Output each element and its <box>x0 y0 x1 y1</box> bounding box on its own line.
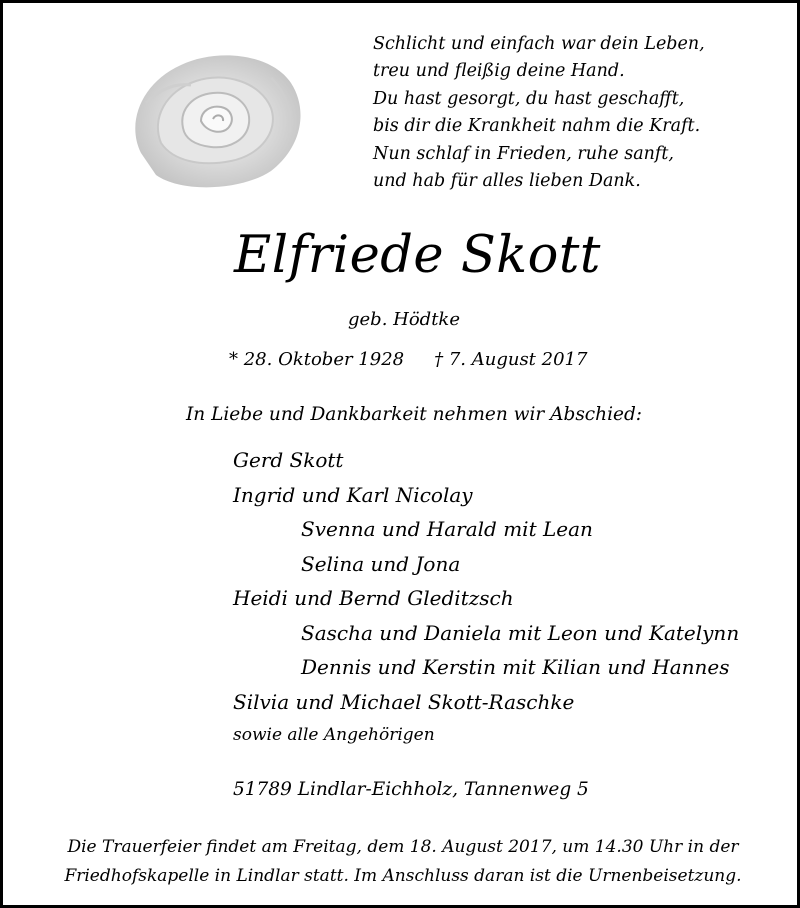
mourner-entry: Heidi und Bernd Gleditzsch <box>233 586 514 610</box>
mourner-entry: Selina und Jona <box>301 551 461 576</box>
poem-line: Du hast gesorgt, du hast geschafft, <box>373 88 685 109</box>
mourner-entry: Sascha und Daniela mit Leon und Katelynn <box>301 620 740 645</box>
birth-date: * 28. Oktober 1928 <box>229 349 405 370</box>
mourner-entry: Svenna und Harald mit Lean <box>301 517 593 541</box>
poem-line: Schlicht und einfach war dein Leben, <box>373 34 705 54</box>
funeral-line: Friedhofskapelle in Lindlar statt. Im Anschluss daran ist die Urnenbeisetzung. <box>64 866 742 886</box>
mourner-entry: Dennis und Kerstin mit Kilian und Hannes <box>301 655 730 679</box>
life-dates <box>229 349 587 370</box>
mourner-entry: Silvia und Michael Skott-Raschke <box>233 689 575 714</box>
mourner-entry: Ingrid und Karl Nicolay <box>233 482 473 507</box>
death-date: † 7. August 2017 <box>434 349 588 370</box>
other-relatives: sowie alle Angehörigen <box>233 725 435 745</box>
funeral-line: Die Trauerfeier findet am Freitag, dem 18. August 2017, um 14.30 Uhr in der <box>67 837 739 857</box>
mourner-entry: Gerd Skott <box>233 448 344 472</box>
birth-name: geb. Hödtke <box>348 309 460 330</box>
poem-line: Nun schlaf in Frieden, ruhe sanft, <box>373 143 674 164</box>
funeral-info <box>3 833 800 891</box>
poem-line: bis dir die Krankheit nahm die Kraft. <box>373 116 701 137</box>
poem-line: und hab für alles lieben Dank. <box>373 171 641 192</box>
mourners-list <box>233 443 739 719</box>
rose-icon <box>121 43 311 193</box>
poem <box>373 31 705 195</box>
address: 51789 Lindlar-Eichholz, Tannenweg 5 <box>233 779 589 800</box>
farewell-line: In Liebe und Dankbarkeit nehmen wir Abschied: <box>186 404 643 425</box>
deceased-name: Elfriede Skott <box>234 226 601 285</box>
poem-line: treu und fleißig deine Hand. <box>373 61 625 82</box>
